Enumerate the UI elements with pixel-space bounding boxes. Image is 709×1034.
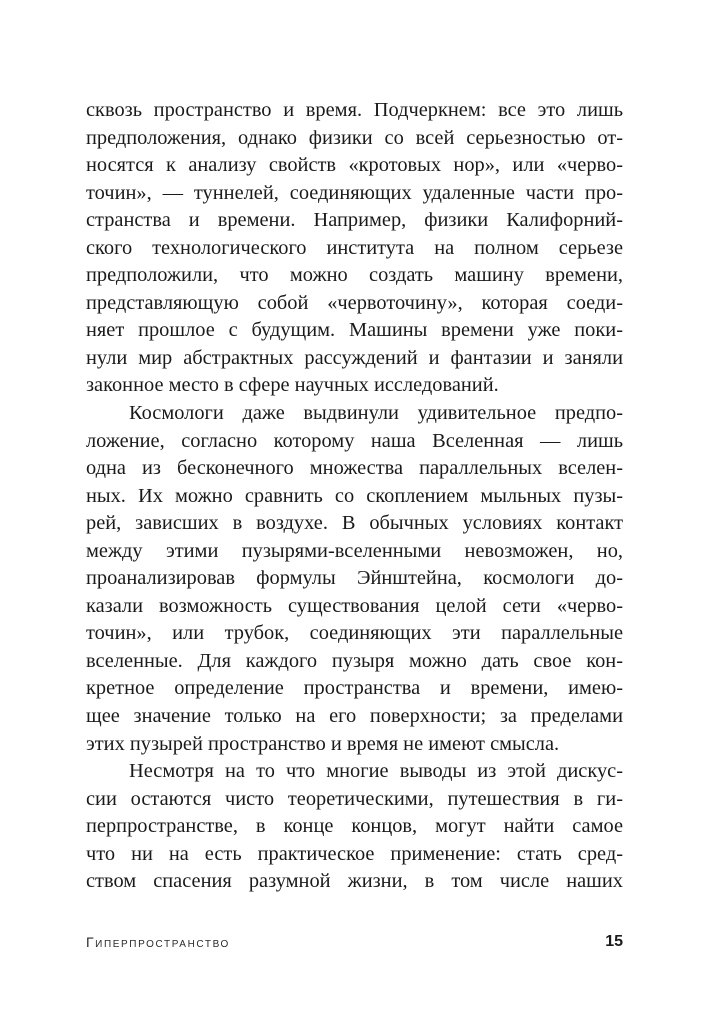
text-line: Космологи даже выдвинули удивительное предпо- bbox=[129, 402, 623, 425]
body-text bbox=[86, 97, 623, 896]
text-line: что ни на есть практическое применение: стать сред- bbox=[86, 842, 623, 865]
text-line: ского технологического института на полном серьезе bbox=[86, 236, 623, 259]
running-head: Гиперпространство bbox=[86, 934, 230, 950]
text-line: щее значение только на его поверхности; за пределами bbox=[86, 705, 623, 728]
text-line: ных. Их можно сравнить со скоплением мыльных пузы- bbox=[86, 484, 623, 507]
paragraph bbox=[86, 400, 623, 758]
text-line: кретное определение пространства и времени, имею- bbox=[86, 677, 623, 700]
text-line: ством спасения разумной жизни, в том числе наших bbox=[86, 870, 623, 893]
text-line: проанализировав формулы Эйнштейна, космологи до- bbox=[86, 567, 623, 590]
paragraph bbox=[86, 758, 623, 896]
text-line: перпространстве, в конце концов, могут найти самое bbox=[86, 815, 623, 838]
text-line: сквозь пространство и время. Подчеркнем: все это лишь bbox=[86, 99, 623, 121]
text-line: казали возможность существования целой сети «черво- bbox=[86, 594, 623, 617]
text-line: точин», — туннелей, соединяющих удаленные части про- bbox=[86, 181, 623, 204]
text-line: носятся к анализу свойств «кротовых нор», или «черво- bbox=[86, 154, 623, 177]
text-line: законное место в сфере научных исследований. bbox=[86, 374, 499, 397]
text-line: сии остаются чисто теоретическими, путешествия в ги- bbox=[86, 787, 623, 810]
text-line: Несмотря на то что многие выводы из этой дискус- bbox=[129, 760, 623, 783]
text-line: рей, зависших в воздухе. В обычных условиях контакт bbox=[86, 512, 623, 535]
text-line: вселенные. Для каждого пузыря можно дать свое кон- bbox=[86, 649, 623, 672]
text-line: одна из бесконечного множества параллельных вселен- bbox=[86, 457, 623, 480]
text-line: точин», или трубок, соединяющих эти параллельные bbox=[86, 622, 623, 645]
text-line: ложение, согласно которому наша Вселенная — лишь bbox=[86, 429, 623, 452]
text-line: этих пузырей пространство и время не имеют смысла. bbox=[86, 732, 560, 755]
text-line: между этими пузырями-вселенными невозможен, но, bbox=[86, 539, 623, 562]
text-line: странства и времени. Например, физики Калифорний- bbox=[86, 209, 623, 232]
text-line: няет прошлое с будущим. Машины времени уже поки- bbox=[86, 319, 623, 342]
text-line: предположили, что можно создать машину времени, bbox=[86, 264, 623, 287]
text-line: нули мир абстрактных рассуждений и фантазии и заняли bbox=[86, 346, 623, 369]
page-number: 15 bbox=[605, 933, 623, 950]
paragraph bbox=[86, 97, 623, 400]
page-footer bbox=[86, 934, 623, 954]
text-line: предположения, однако физики со всей серьезностью от- bbox=[86, 126, 623, 149]
text-line: представляющую собой «червоточину», которая соеди- bbox=[86, 291, 623, 314]
